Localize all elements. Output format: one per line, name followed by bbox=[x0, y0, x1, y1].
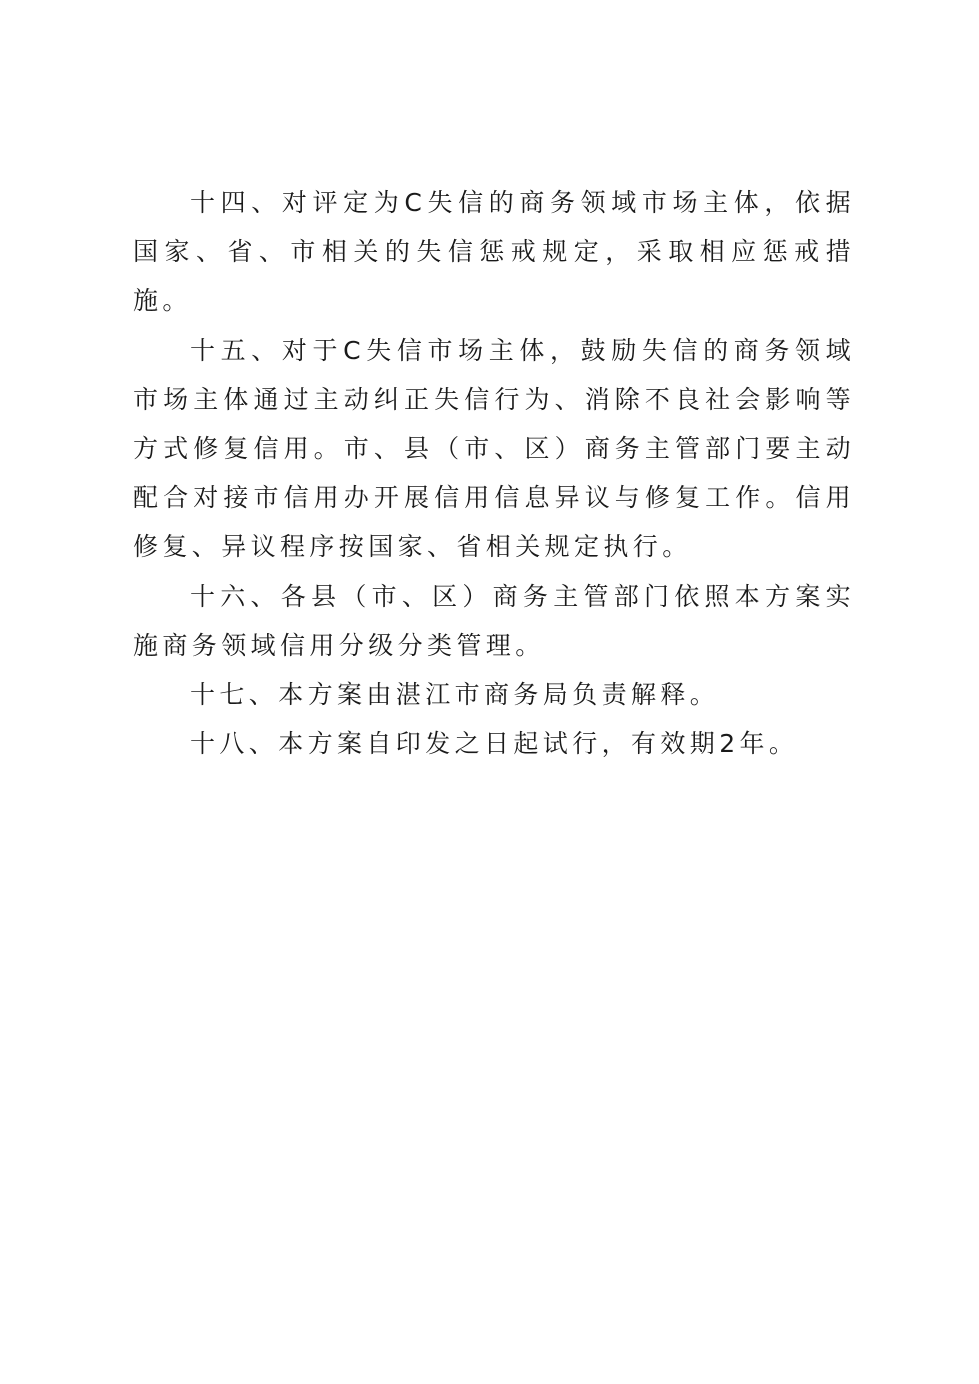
paragraph-14: 十四、对评定为C失信的商务领域市场主体，依据国家、省、市相关的失信惩戒规定，采取相应惩戒措施。 bbox=[133, 188, 855, 316]
document-body bbox=[133, 178, 855, 768]
paragraph-17: 十七、本方案由湛江市商务局负责解释。 bbox=[190, 680, 720, 710]
paragraph-16: 十六、各县（市、区）商务主管部门依照本方案实施商务领域信用分级分类管理。 bbox=[133, 581, 855, 660]
paragraph-15: 十五、对于C失信市场主体，鼓励失信的商务领域市场主体通过主动纠正失信行为、消除不良社会影响等方式修复信用。市、县（市、区）商务主管部门要主动配合对接市信用办开展信用信息异议与修复工作。信用修复、异议程序按国家、省相关规定执行。 bbox=[133, 335, 855, 562]
paragraph-18: 十八、本方案自印发之日起试行，有效期2年。 bbox=[190, 729, 799, 759]
